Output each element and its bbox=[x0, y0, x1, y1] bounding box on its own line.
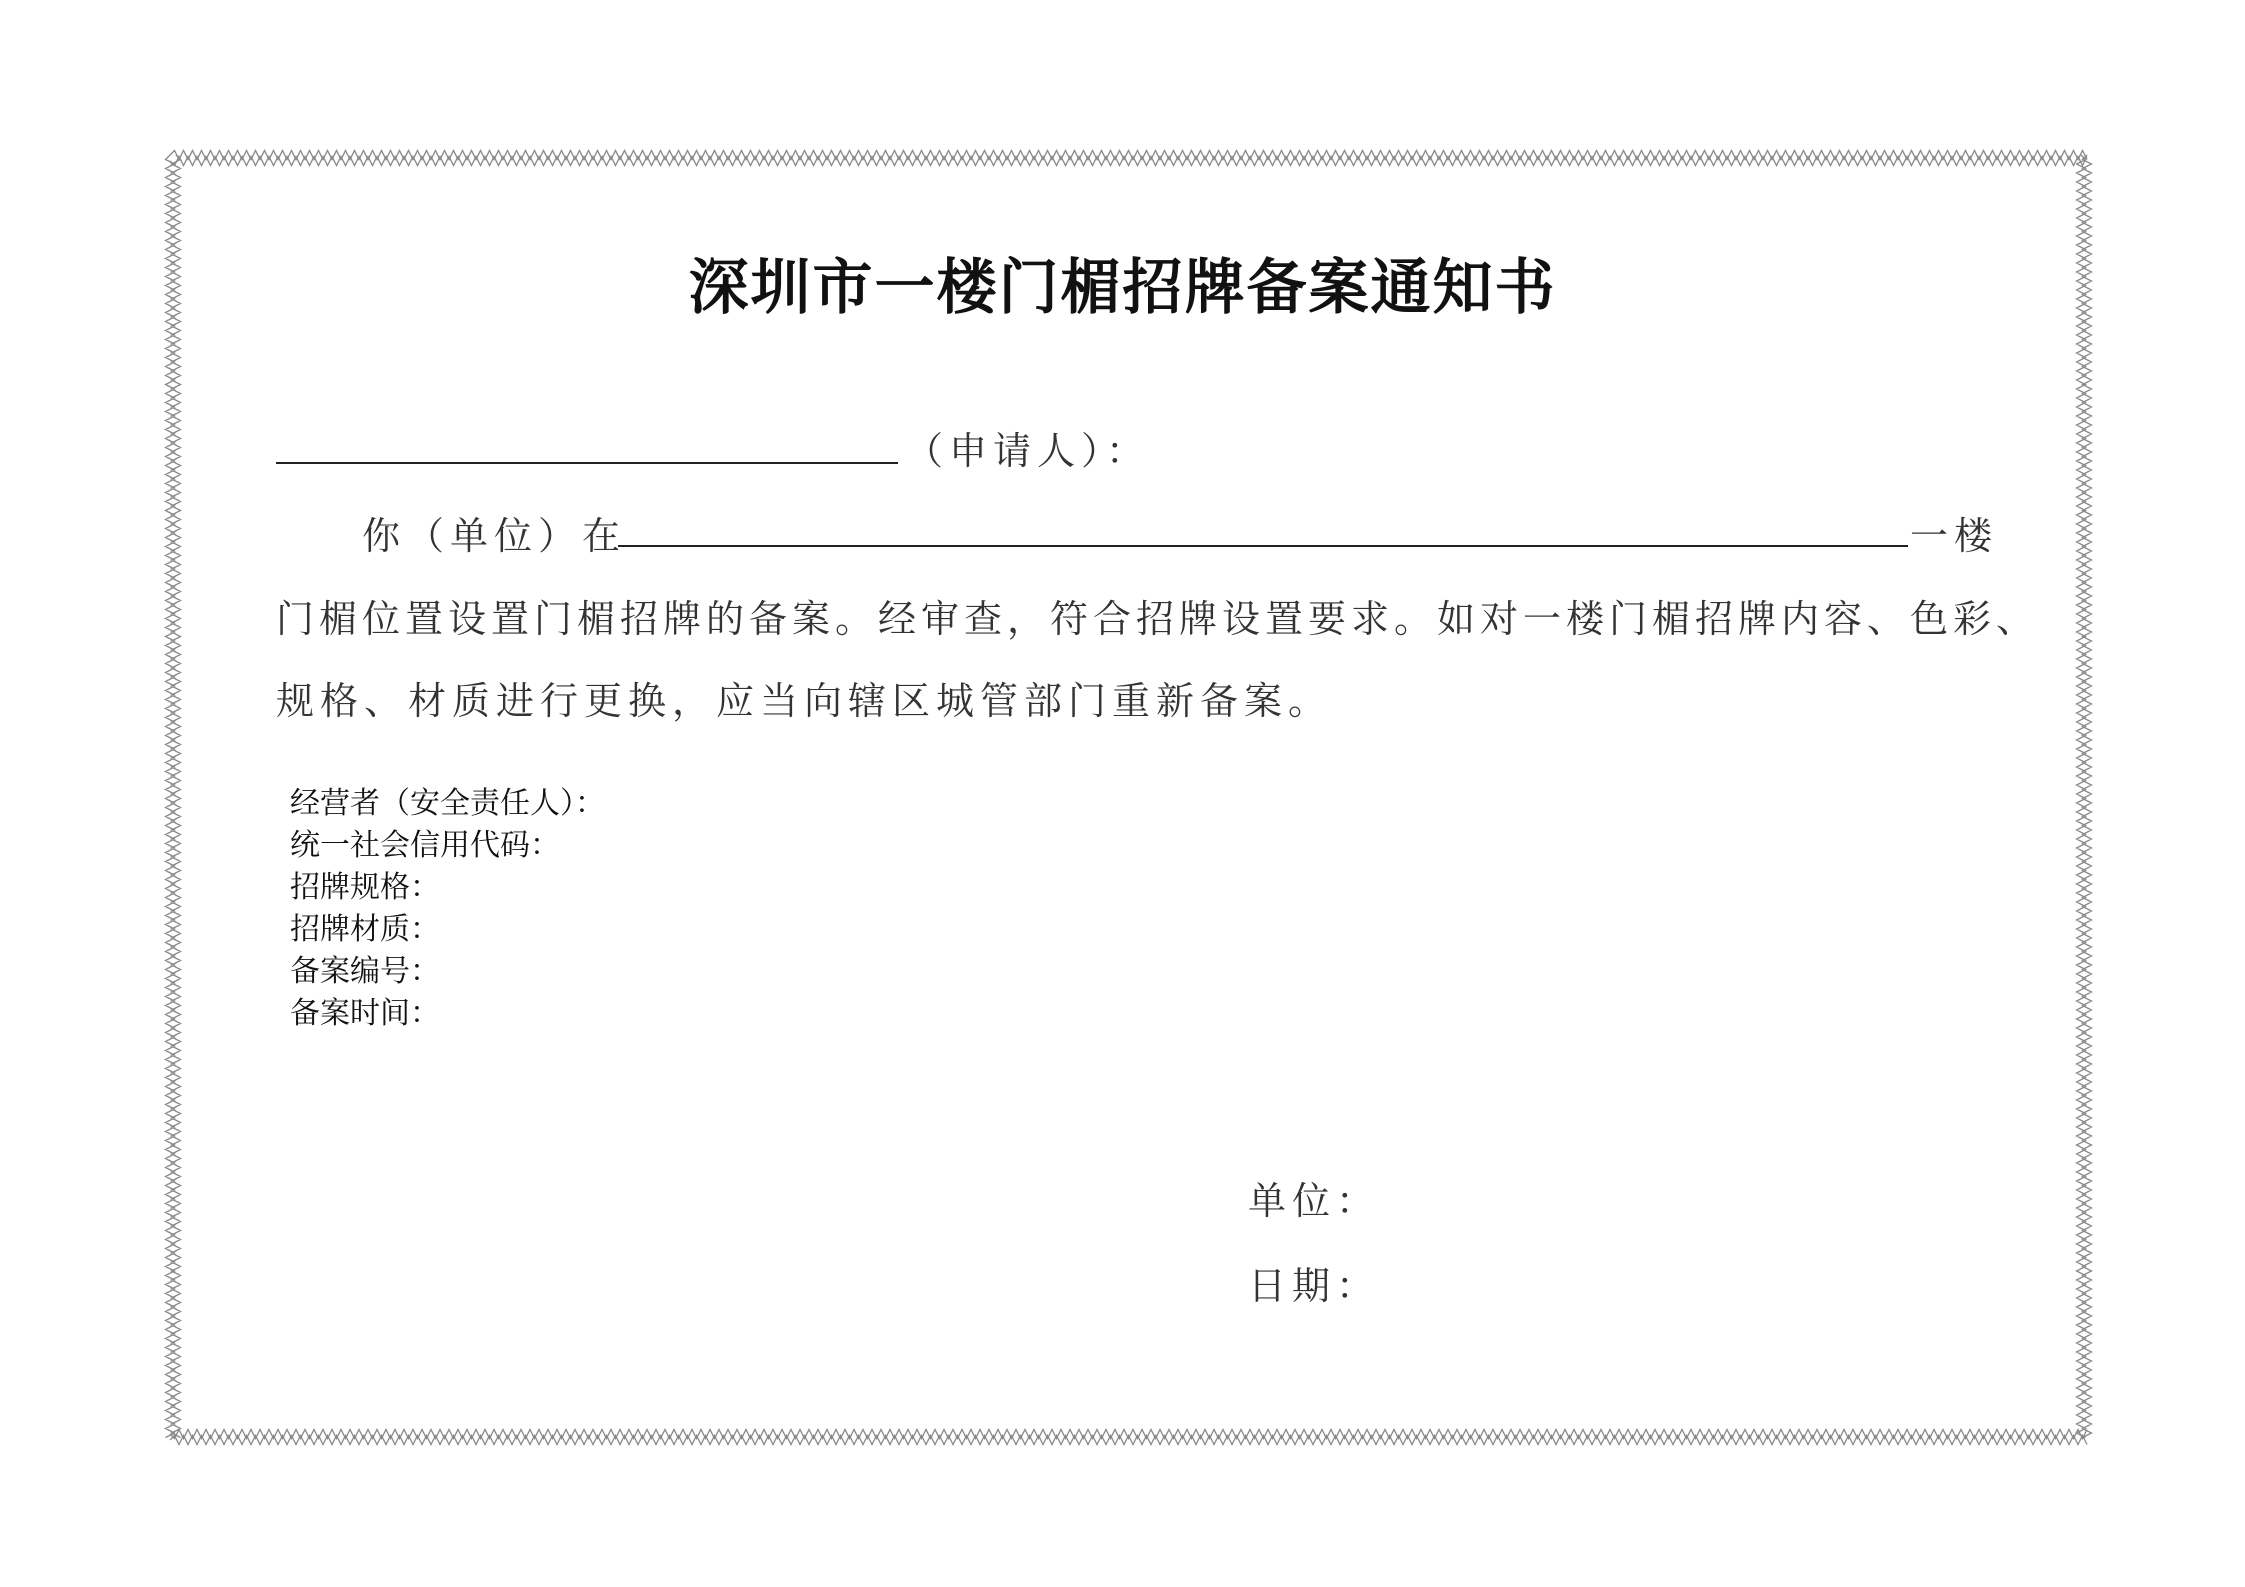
field-operator: 经营者（安全责任人）： bbox=[290, 786, 605, 821]
document-title: 深圳市一楼门楣招牌备案通知书 bbox=[688, 253, 1557, 323]
paragraph-line1-start: 你（单位）在 bbox=[362, 514, 627, 558]
field-credit-code: 统一社会信用代码： bbox=[290, 828, 560, 863]
border-zigzag-line bbox=[172, 155, 181, 1438]
field-record-time: 备案时间： bbox=[290, 996, 440, 1031]
paragraph-line3: 规格、材质进行更换，应当向辖区城管部门重新备案。 bbox=[276, 679, 1333, 723]
paragraph-line1-end: 一楼 bbox=[1910, 514, 1999, 558]
border-zigzag-line bbox=[170, 1436, 2087, 1445]
field-record-number: 备案编号： bbox=[290, 954, 440, 989]
paragraph-line2: 门楣位置设置门楣招牌的备案。经审查，符合招牌设置要求。如对一楼门楣招牌内容、色彩、 bbox=[276, 597, 2040, 641]
location-blank bbox=[618, 545, 1908, 547]
applicant-label: （申请人）： bbox=[905, 429, 1151, 473]
field-sign-material: 招牌材质： bbox=[290, 912, 440, 947]
applicant-name-blank bbox=[276, 462, 898, 464]
field-sign-spec: 招牌规格： bbox=[290, 870, 440, 905]
unit-label: 单位： bbox=[1248, 1179, 1381, 1223]
border-zigzag-line bbox=[170, 157, 2087, 166]
border-zigzag-line bbox=[170, 1430, 2087, 1439]
date-label: 日期： bbox=[1248, 1264, 1381, 1308]
border-zigzag-line bbox=[2077, 155, 2086, 1438]
